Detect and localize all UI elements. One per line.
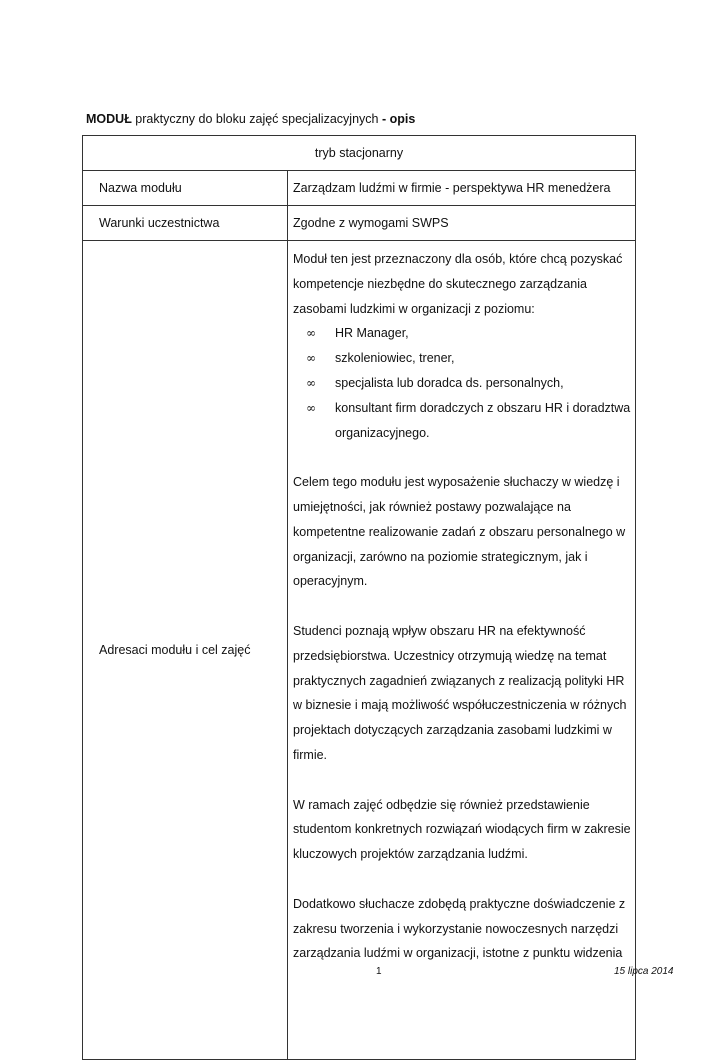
audience-content	[288, 241, 636, 1060]
infinity-bullet-icon: ∞	[306, 351, 316, 366]
practical-experience-paragraph: Dodatkowo słuchacze zdobędą praktyczne doświadczenie z zakresu tworzenia i wykorzystanie nowoczesnych narzędzi zarządzania ludźmi w organizacji, istotne z punktu widzenia	[293, 896, 626, 961]
list-item	[293, 371, 631, 396]
page-number: 1	[376, 966, 382, 977]
table-row	[83, 171, 636, 206]
bullet-text: konsultant firm doradczych z obszaru HR i doradztwa organizacyjnego.	[335, 400, 631, 440]
list-item	[293, 321, 631, 346]
hr-impact-paragraph: Studenci poznają wpływ obszaru HR na efektywność przedsiębiorstwa. Uczestnicy otrzymują wiedzę na temat praktycznych zagadnień związanych z realizacją polityki HR w biznesie i mają możliwość współuczestniczenia w różnych projektach dotyczących zarządzania zasobami ludzkimi w firmie.	[293, 623, 627, 762]
spacer	[293, 867, 631, 892]
row-value-module-name: Zarządzam ludźmi w firmie - perspektywa HR menedżera	[288, 171, 636, 206]
goal-paragraph: Celem tego modułu jest wyposażenie słuchaczy w wiedzę i umiejętności, jak również postawy pozwalające na kompetentne realizowanie zadań z obszaru personalnego w organizacji, zarówno na poziomie strategicznym, jak i operacyjnym.	[293, 475, 626, 589]
mode-cell: tryb stacjonarny	[83, 136, 636, 171]
bullet-text: szkoleniowiec, trener,	[335, 351, 455, 366]
table-row	[83, 206, 636, 241]
infinity-bullet-icon: ∞	[306, 400, 316, 415]
bullet-text: HR Manager,	[335, 326, 409, 341]
footer-date: 15 lipca 2014	[614, 966, 674, 977]
spacer	[293, 445, 631, 470]
table-row-mode	[83, 136, 636, 171]
list-item	[293, 346, 631, 371]
table-row-audience	[83, 241, 636, 1060]
audience-bullet-list	[293, 321, 631, 445]
case-studies-paragraph: W ramach zajęć odbędzie się również przedstawienie studentom konkretnych rozwiązań wiodących firm w zakresie kluczowych projektów zarządzania ludźmi.	[293, 797, 631, 862]
module-table	[82, 135, 636, 1060]
heading-bold-end: - opis	[381, 112, 416, 126]
bullet-text: specjalista lub doradca ds. personalnych,	[335, 375, 564, 390]
document-heading	[86, 111, 415, 127]
infinity-bullet-icon: ∞	[306, 375, 316, 390]
spacer	[293, 594, 631, 619]
heading-middle: praktyczny do bloku zajęć specjalizacyjnych	[131, 112, 382, 126]
heading-bold-start: MODUŁ	[86, 112, 132, 126]
row-label-conditions: Warunki uczestnictwa	[83, 206, 288, 241]
row-label-module-name: Nazwa modułu	[83, 171, 288, 206]
row-label-audience: Adresaci modułu i cel zajęć	[83, 241, 288, 1060]
audience-intro: Moduł ten jest przeznaczony dla osób, które chcą pozyskać kompetencje niezbędne do skutecznego zarządzania zasobami ludzkimi w organizacji z poziomu:	[293, 252, 623, 316]
spacer	[293, 768, 631, 793]
list-item	[293, 396, 631, 446]
infinity-bullet-icon: ∞	[306, 326, 316, 341]
row-value-conditions: Zgodne z wymogami SWPS	[288, 206, 636, 241]
